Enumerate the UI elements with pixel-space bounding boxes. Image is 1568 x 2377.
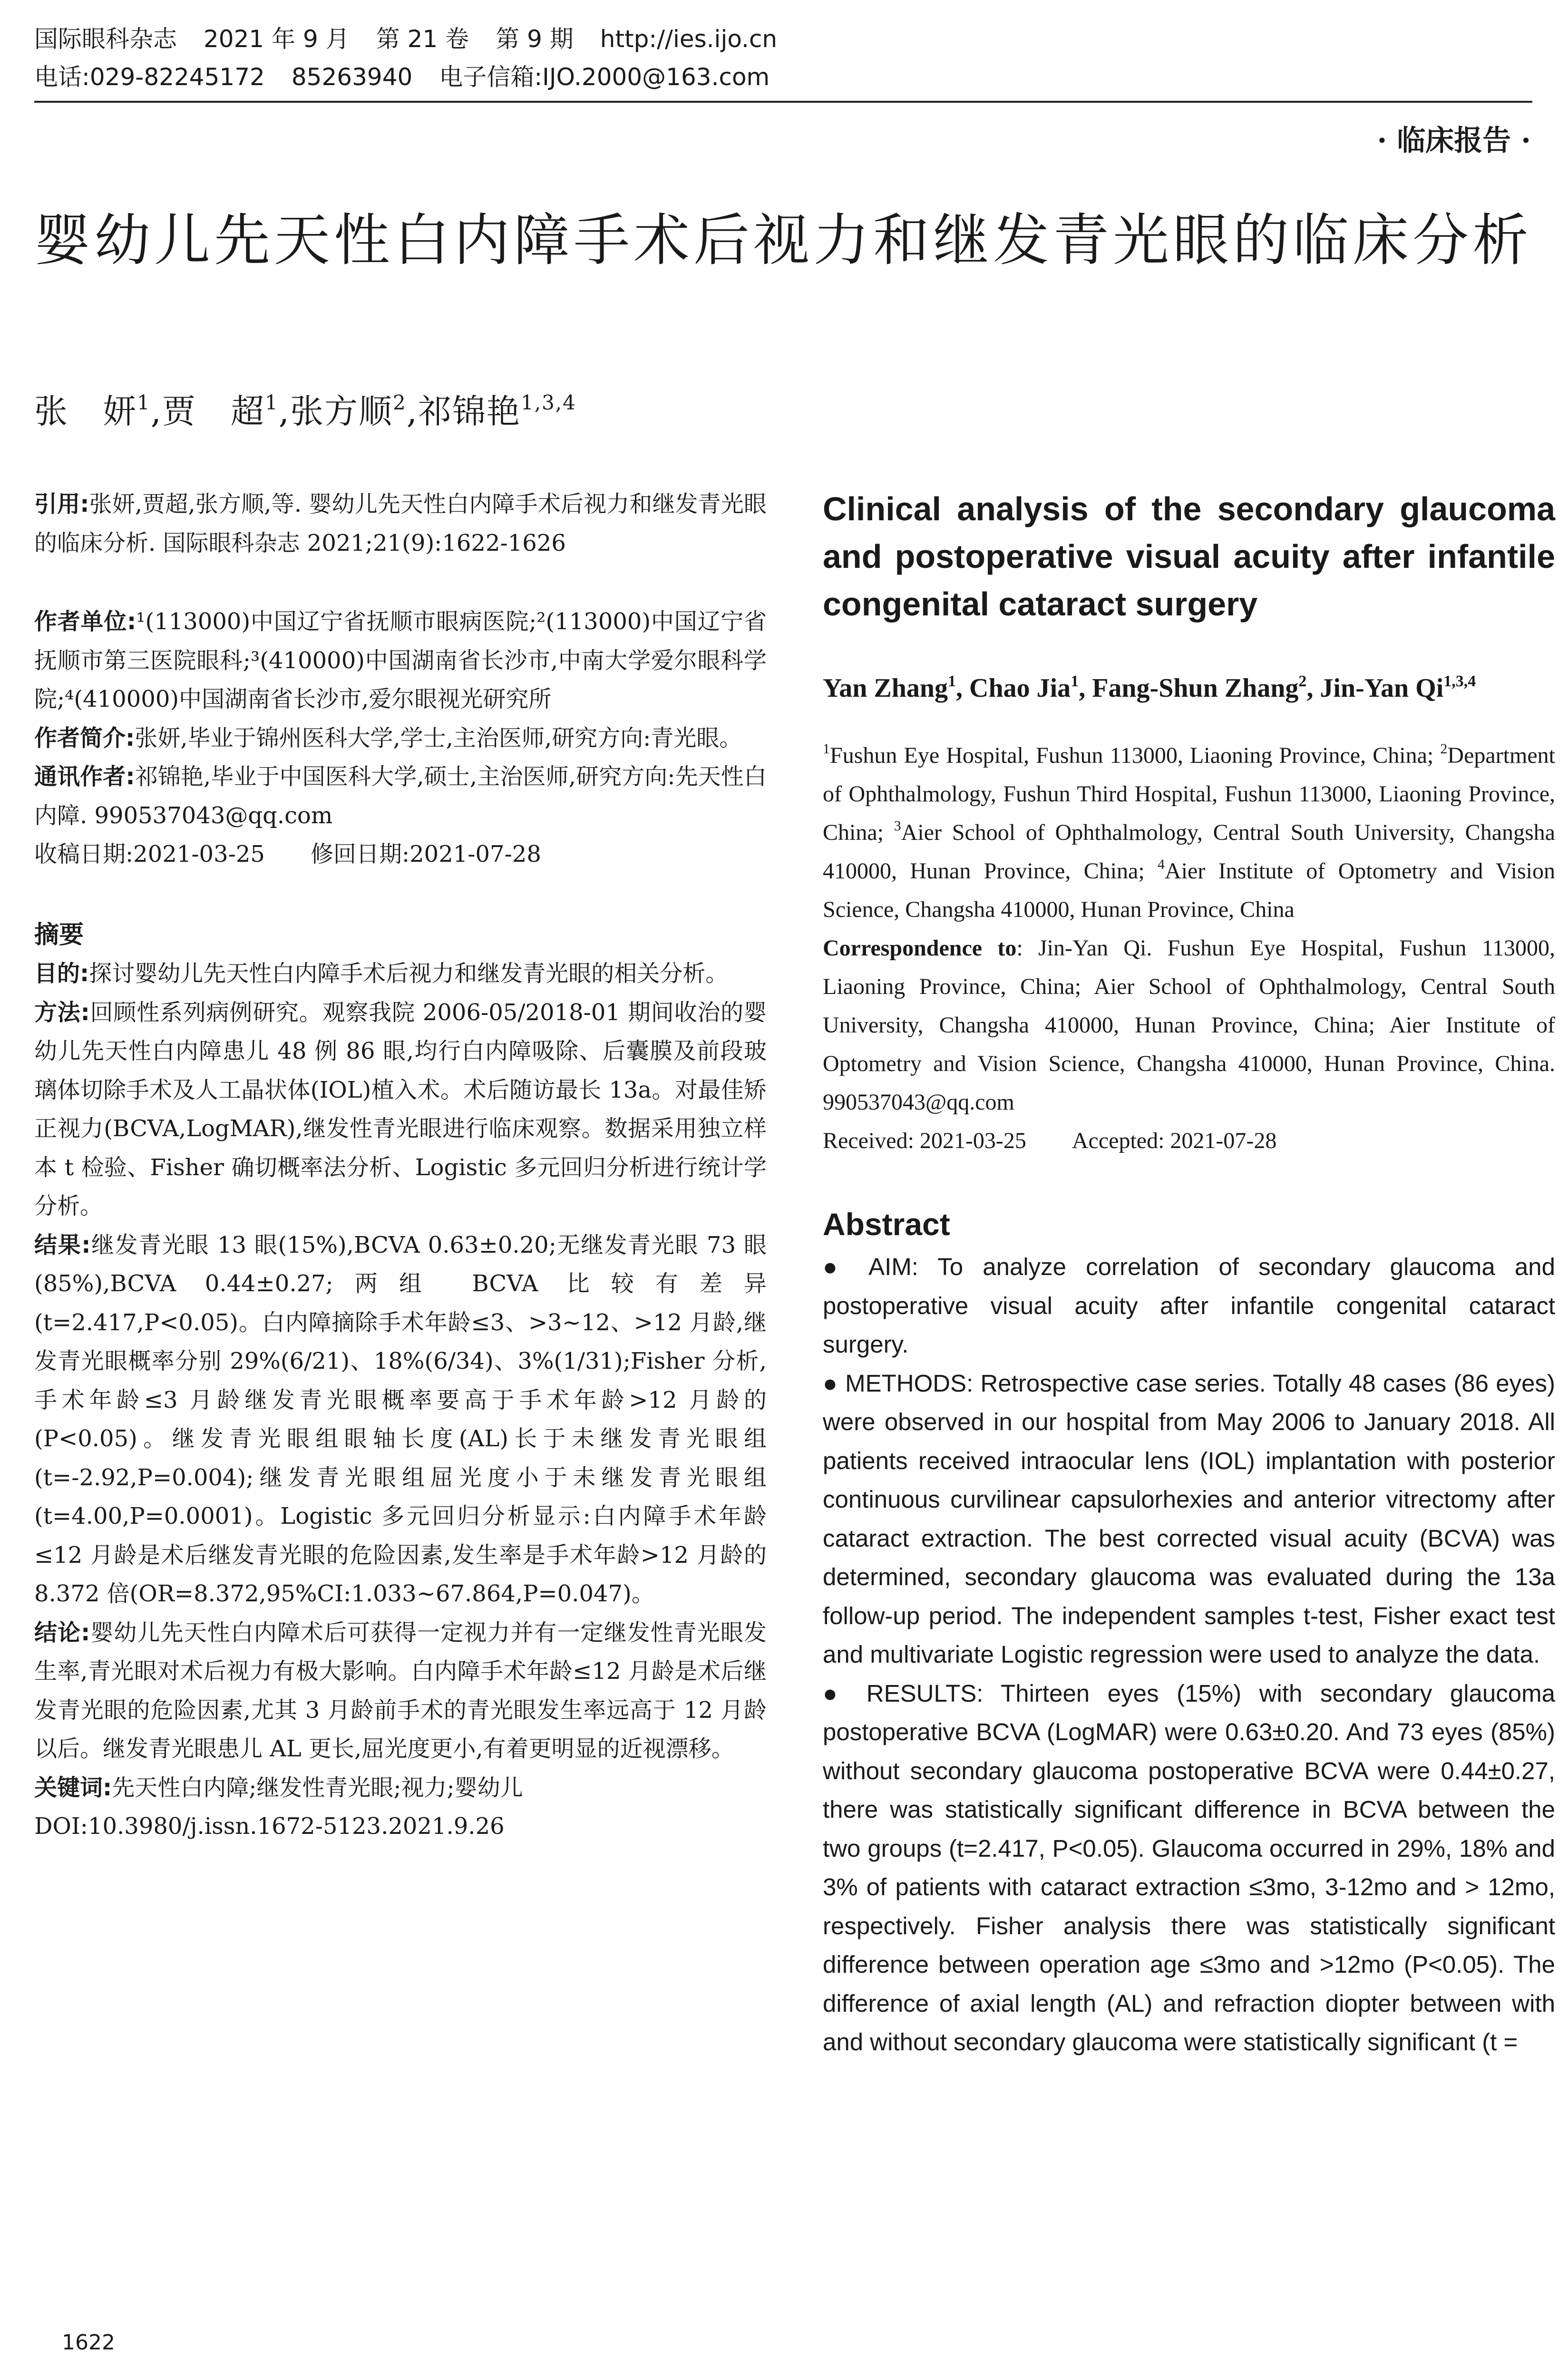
methods-label: 方法:: [34, 999, 90, 1026]
author-sup-en: 1,3,4: [1443, 672, 1476, 690]
abstract-heading-en: Abstract: [823, 1207, 950, 1242]
aff-sup: 2: [1440, 741, 1448, 757]
author-name-en: Chao Jia: [969, 673, 1071, 703]
journal-header: [34, 20, 1532, 96]
author-intro-label: 作者简介:: [34, 724, 135, 751]
article-category: · 临床报告 ·: [1377, 124, 1531, 157]
author-sup: 1: [137, 391, 151, 414]
conclusion-label: 结论:: [34, 1619, 90, 1646]
citation: [34, 485, 767, 563]
author-name: 张 妍: [34, 392, 137, 431]
issue-date: 2021 年 9 月: [204, 25, 350, 53]
abstract-en-results: ● RESULTS: Thirteen eyes (15%) with secondary glaucoma postoperative BCVA (LogMAR) were 0.63±0.20. And 73 eyes (85%) without secondary glaucoma postoperative BCVA were 0.44±0.27, there was statistically significant difference in BCVA between the two groups (t=2.417, P<0.05). Glaucoma occurred in 29%, 18% and 3% of patients with cataract extraction ≤3mo, 3-12mo and > 12mo, respectively. Fisher analysis there was statistically significant difference between operation age ≤3mo and >12mo (P<0.05). The difference of axial length (AL) and refraction diopter between with and without secondary glaucoma were statistically significant (t =: [823, 1679, 1555, 2056]
affiliation-label: 作者单位:: [34, 608, 136, 635]
aff-sup: 4: [1158, 857, 1165, 872]
affiliation-list-en: [823, 736, 1555, 929]
author-name-en: Yan Zhang: [823, 673, 948, 703]
affiliation-en: Aier Institute of Optometry and Vision Science, Changsha 410000, Hunan Province, China: [823, 858, 1555, 922]
keywords-text: 先天性白内障;继发性青光眼;视力;婴幼儿: [112, 1774, 523, 1801]
phone-2: 85263940: [291, 63, 413, 91]
results-text: 继发青光眼 13 眼(15%),BCVA 0.63±0.20;无继发青光眼 73 眼(85%),BCVA 0.44±0.27;两组 BCVA 比较有差异(t=2.417,P<0.05)。白内障摘除手术年龄≤3、>3~12、>12 月龄,继发青光眼概率分别 29%(6/21)、18%(6/34)、3%(1/31);Fisher 分析,手术年龄≤3 月龄继发青光眼概率要高于手术年龄>12 月龄的(P<0.05)。继发青光眼组眼轴长度(AL)长于未继发青光眼组(t=-2.92,P=0.004);继发青光眼组屈光度小于未继发青光眼组(t=4.00,P=0.0001)。Logistic 多元回归分析显示:白内障手术年龄≤12 月龄是术后继发青光眼的危险因素,发生率是手术年龄>12 月龄的 8.372 倍(OR=8.372,95%CI:1.033~67.864,P=0.047)。: [34, 1231, 767, 1607]
citation-text: 张妍,贾超,张方顺,等. 婴幼儿先天性白内障手术后视力和继发青光眼的临床分析. 国际眼科杂志 2021;21(9):1622-1626: [34, 491, 767, 556]
conclusion-text: 婴幼儿先天性白内障术后可获得一定视力并有一定继发性青光眼发生率,青光眼对术后视力有极大影响。白内障手术年龄≤12 月龄是术后继发青光眼的危险因素,尤其 3 月龄前手术的青光眼发生率远高于 12 月龄以后。继发青光眼患儿 AL 更长,屈光度更小,有着更明显的近视漂移。: [34, 1619, 767, 1762]
author-sup-en: 2: [1298, 672, 1307, 690]
affiliation-en: Aier School of Ophthalmology, Central South University, Changsha 410000, Hunan Province, China;: [823, 820, 1555, 884]
affiliations-english: [823, 736, 1555, 1160]
header-row-2: [34, 58, 1532, 96]
abstract-english: [823, 1247, 1555, 2062]
issue: 第 9 期: [496, 25, 574, 53]
author-sup: 1,3,4: [521, 391, 576, 414]
received-en: Received: 2021-03-25: [823, 1128, 1026, 1153]
keywords-label: 关键词:: [34, 1774, 112, 1801]
email[interactable]: 电子信箱:IJO.2000@163.com: [439, 63, 770, 91]
abstract-conclusion: [34, 1614, 767, 1769]
author-name-en: Fang-Shun Zhang: [1092, 673, 1299, 703]
doi[interactable]: DOI:10.3980/j.issn.1672-5123.2021.9.26: [34, 1813, 505, 1840]
abstract-results: [34, 1226, 767, 1614]
title-english: Clinical analysis of the secondary glaucoma and postoperative visual acuity after infantile congenital cataract surgery: [823, 490, 1555, 623]
correspondence-en: [823, 929, 1555, 1121]
header-divider: [34, 101, 1532, 103]
title-chinese: 婴幼儿先天性白内障手术后视力和继发青光眼的临床分析: [34, 207, 1533, 273]
phone: 电话:029-82245172: [34, 63, 265, 91]
aff-sup: 3: [894, 818, 901, 834]
abstract-methods: [34, 994, 767, 1226]
author-name: 祁锦艳: [418, 392, 521, 431]
corresponding-label: 通讯作者:: [34, 763, 135, 790]
results-label: 结果:: [34, 1231, 91, 1258]
right-column: [823, 485, 1555, 2062]
aim-label: 目的:: [34, 960, 89, 987]
affiliation-text: ¹(113000)中国辽宁省抚顺市眼病医院;²(113000)中国辽宁省抚顺市第三医院眼科;³(410000)中国湖南省长沙市,中南大学爱尔眼科学院;⁴(410000)中国湖南省长沙市,爱尔眼视光研究所: [34, 608, 767, 712]
author-intro-text: 张妍,毕业于锦州医科大学,学士,主治医师,研究方向:青光眼。: [135, 724, 742, 751]
aim-text: 探讨婴幼儿先天性白内障手术后视力和继发青光眼的相关分析。: [89, 960, 729, 987]
author-name: 贾 超: [162, 392, 265, 431]
correspondence-text: : Jin-Yan Qi. Fushun Eye Hospital, Fushun 113000, Liaoning Province, China; Aier School of Ophthalmology, Central South University, Changsha 410000, Hunan Province, China; Aier Institute of Optometry and Vision Science, Changsha 410000, Hunan Province, China. 990537043@qq.com: [823, 935, 1555, 1115]
methods-text: 回顾性系列病例研究。观察我院 2006-05/2018-01 期间收治的婴幼儿先天性白内障患儿 48 例 86 眼,均行白内障吸除、后囊膜及前段玻璃体切除手术及人工晶状体(IOL)植入术。术后随访最长 13a。对最佳矫正视力(BCVA,LogMAR),继发性青光眼进行临床观察。数据采用独立样本 t 检验、Fisher 确切概率法分析、Logistic 多元回归分析进行统计学分析。: [34, 999, 767, 1219]
author-sup-en: 1: [948, 672, 956, 690]
author-intro: [34, 719, 767, 758]
left-column: [34, 485, 767, 1846]
accepted-en: Accepted: 2021-07-28: [1071, 1128, 1277, 1153]
header-row-1: [34, 20, 1532, 58]
dates-cn: [34, 835, 767, 874]
citation-label: 引用:: [34, 491, 89, 517]
dates-en: [823, 1121, 1555, 1160]
keywords: [34, 1769, 767, 1808]
journal-name: 国际眼科杂志: [34, 25, 177, 53]
author-sup: 1: [265, 391, 279, 414]
corresponding-text: 祁锦艳,毕业于中国医科大学,硕士,主治医师,研究方向:先天性白内障. 990537043@qq.com: [34, 763, 767, 829]
affiliation-en: Fushun Eye Hospital, Fushun 113000, Liaoning Province, China;: [830, 743, 1441, 768]
abstract-aim: [34, 955, 767, 994]
correspondence-label: Correspondence to: [823, 935, 1017, 961]
revised-date: 修回日期:2021-07-28: [310, 841, 541, 867]
journal-url[interactable]: http://ies.ijo.cn: [600, 25, 778, 53]
aff-sup: 1: [823, 741, 830, 757]
abstract-heading-cn: 摘要: [34, 920, 84, 949]
volume: 第 21 卷: [376, 25, 469, 53]
abstract-en-aim: ● AIM: To analyze correlation of secondary glaucoma and postoperative visual acuity after infantile congenital cataract surgery.: [823, 1253, 1555, 1358]
affiliation-en: Department of Ophthalmology, Fushun Third Hospital, Fushun 113000, Liaoning Province, China;: [823, 743, 1555, 845]
authors-english: Yan Zhang$^1$, Chao Jia$^1$, Fang-Shun Zhang$^2$, Jin-Yan Qi$^{1,3,4}$: [823, 672, 1476, 703]
author-name: 张方顺: [290, 392, 393, 431]
received-date: 收稿日期:2021-03-25: [34, 841, 265, 867]
author-name-en: Jin-Yan Qi: [1320, 673, 1444, 703]
author-sup-en: 1: [1071, 672, 1079, 690]
author-sup: 2: [393, 391, 407, 414]
affiliation-cn: [34, 603, 767, 719]
page-number: 1622: [62, 2330, 115, 2355]
corresponding-author: [34, 758, 767, 835]
authors-chinese: 张 妍$^1$,贾 超$^1$,张方顺$^2$,祁锦艳$^{1,3,4}$: [34, 391, 576, 431]
abstract-en-methods: ● METHODS: Retrospective case series. Totally 48 cases (86 eyes) were observed in our hospital from May 2006 to January 2018. All patients received intraocular lens (IOL) implantation with posterior continuous curvilinear capsulorhexies and anterior vitrectomy after cataract extraction. The best corrected visual acuity (BCVA) was determined, secondary glaucoma was evaluated during the 13a follow-up period. The independent samples t-test, Fisher exact test and multivariate Logistic regression were used to analyze the data.: [823, 1369, 1555, 1668]
